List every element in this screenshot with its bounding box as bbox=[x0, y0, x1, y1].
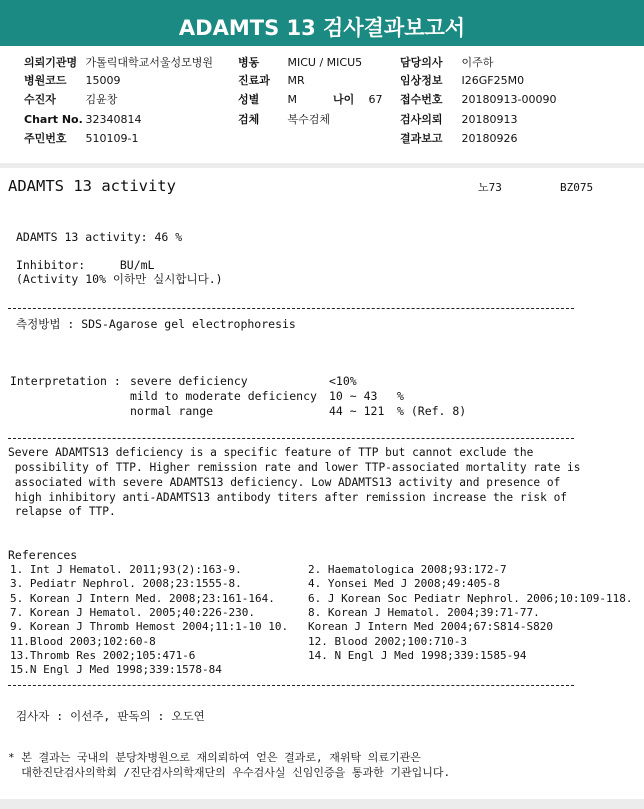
clinical-info-label: 임상정보 bbox=[400, 74, 443, 87]
activity-result: ADAMTS 13 activity: 46 % bbox=[16, 230, 183, 244]
divider bbox=[8, 438, 574, 439]
department-value: MR bbox=[287, 74, 305, 87]
divider bbox=[8, 308, 574, 309]
interp-unit-1: % bbox=[397, 389, 404, 403]
footer-note-1: 대한진단검사의학회 /진단검사의학재단의 우수검사실 신임인증을 통과한 기관입니다. bbox=[8, 766, 451, 779]
department-field bbox=[238, 74, 305, 88]
resident-no-value: 510109-1 bbox=[85, 132, 139, 145]
reference-item: 11.Blood 2003;102:60-8 bbox=[10, 634, 156, 648]
interp-range-2: 44 ~ 121 bbox=[329, 404, 385, 418]
clinical-info-field bbox=[400, 74, 524, 88]
footer-note-0: * 본 결과는 국내의 분당차병원으로 재의뢰하여 얻은 결과로, 재위탁 의료기관은 bbox=[8, 751, 421, 764]
reference-item: 8. Korean J Hematol. 2004;39:71-77. bbox=[308, 605, 540, 619]
hospital-code-label: 병원코드 bbox=[24, 74, 67, 87]
sex-label: 성별 bbox=[238, 93, 260, 106]
recipient-value: 김윤창 bbox=[85, 93, 118, 106]
report-title: ADAMTS 13 검사결과보고서 bbox=[178, 16, 466, 40]
specimen-label: 검체 bbox=[238, 113, 260, 126]
doctor-value: 이주하 bbox=[461, 56, 494, 69]
report-date-field bbox=[400, 132, 518, 146]
ward-value: MICU / MICU5 bbox=[287, 56, 363, 69]
specimen-value: 복수검체 bbox=[287, 113, 331, 126]
interp-unit-2: % (Ref. 8) bbox=[397, 404, 467, 418]
comment-line-1: possibility of TTP. Higher remission rate and lower TTP-associated mortality rate is bbox=[8, 461, 581, 474]
age-value: 67 bbox=[368, 93, 383, 106]
patient-info-section bbox=[0, 46, 644, 163]
report-date-label: 결과보고 bbox=[400, 132, 443, 145]
requester-field bbox=[24, 56, 213, 70]
ward-label: 병동 bbox=[238, 56, 260, 69]
department-label: 진료과 bbox=[238, 74, 270, 87]
inhibitor-note: (Activity 10% 이하만 실시합니다.) bbox=[16, 272, 223, 286]
test-request-value: 20180913 bbox=[461, 113, 518, 126]
method-line: 측정방법 : SDS-Agarose gel electrophoresis bbox=[16, 317, 296, 331]
test-request-field bbox=[400, 113, 518, 127]
references-title: References bbox=[8, 548, 78, 562]
reference-item: 14. N Engl J Med 1998;339:1585-94 bbox=[308, 648, 527, 662]
doctor-field bbox=[400, 56, 493, 70]
comment-line-0: Severe ADAMTS13 deficiency is a specific feature of TTP but cannot exclude the bbox=[8, 446, 534, 459]
reference-item: 7. Korean J Hematol. 2005;40:226-230. bbox=[10, 605, 256, 619]
resident-no-field bbox=[24, 132, 138, 146]
interp-label-1: mild to moderate deficiency bbox=[130, 389, 317, 403]
interp-label-2: normal range bbox=[130, 404, 214, 418]
reference-item: 4. Yonsei Med J 2008;49:405-8 bbox=[308, 577, 501, 591]
inhibitor-result: Inhibitor: BU/mL bbox=[16, 258, 155, 272]
code-1: 노73 bbox=[478, 181, 502, 194]
reference-item: 5. Korean J Intern Med. 2008;23:161-164. bbox=[10, 591, 275, 605]
age-label: 나이 bbox=[333, 93, 355, 106]
comment-line-4: relapse of TTP. bbox=[8, 505, 116, 518]
interpretation-label: Interpretation : bbox=[10, 374, 121, 388]
result-heading: ADAMTS 13 activity bbox=[8, 177, 176, 195]
doctor-label: 담당의사 bbox=[400, 56, 443, 69]
resident-no-label: 주민번호 bbox=[24, 132, 67, 145]
hospital-code-field bbox=[24, 74, 121, 88]
reference-item: 13.Thromb Res 2002;105:471-6 bbox=[10, 648, 196, 662]
interp-range-0: <10% bbox=[329, 374, 357, 388]
result-panel bbox=[0, 168, 644, 799]
chart-no-field bbox=[24, 113, 142, 127]
divider bbox=[8, 685, 574, 686]
reference-item: 3. Pediatr Nephrol. 2008;23:1555-8. bbox=[10, 577, 242, 591]
specimen-field bbox=[238, 113, 330, 127]
reference-item: 6. J Korean Soc Pediatr Nephrol. 2006;10:109-118. bbox=[308, 591, 633, 605]
reference-item: 9. Korean J Thromb Hemost 2004;11:1-10 10. bbox=[10, 620, 289, 634]
clinical-info-value: I26GF25M0 bbox=[461, 74, 525, 87]
recipient-field bbox=[24, 93, 117, 107]
reference-item: 1. Int J Hematol. 2011;93(2):163-9. bbox=[10, 563, 242, 576]
report-date-value: 20180926 bbox=[461, 132, 518, 145]
requester-value: 가톨릭대학교서울성모병원 bbox=[85, 56, 214, 69]
reference-item: Korean J Intern Med 2004;67:S814-S820 bbox=[308, 620, 554, 634]
hospital-code-value: 15009 bbox=[85, 74, 121, 87]
chart-no-value: 32340814 bbox=[85, 113, 142, 126]
chart-no-label: Chart No. bbox=[24, 113, 83, 126]
accession-value: 20180913-00090 bbox=[461, 93, 557, 106]
reference-item: 12. Blood 2002;100:710-3 bbox=[308, 634, 467, 648]
comment-line-2: associated with severe ADAMTS13 deficiency. Low ADAMTS13 activity and presence of bbox=[8, 476, 561, 489]
accession-field bbox=[400, 93, 556, 107]
report-title-banner bbox=[0, 0, 644, 46]
sex-field bbox=[238, 93, 383, 107]
comment-line-3: high inhibitory anti-ADAMTS13 antibody titers after remission increase the risk of bbox=[8, 491, 568, 504]
reference-item: 15.N Engl J Med 1998;339:1578-84 bbox=[10, 663, 222, 677]
interp-label-0: severe deficiency bbox=[130, 374, 248, 388]
ward-field bbox=[238, 56, 362, 70]
test-request-label: 검사의뢰 bbox=[400, 113, 443, 126]
interp-range-1: 10 ~ 43 bbox=[329, 389, 378, 403]
accession-label: 접수번호 bbox=[400, 93, 443, 106]
examiner-line: 검사자 : 이선주, 판독의 : 오도연 bbox=[16, 709, 205, 723]
sex-value: M bbox=[287, 93, 297, 106]
code-2: BZ075 bbox=[560, 181, 594, 194]
recipient-label: 수진자 bbox=[24, 93, 56, 106]
reference-item: 2. Haematologica 2008;93:172-7 bbox=[308, 563, 507, 576]
requester-label: 의뢰기관명 bbox=[24, 56, 78, 69]
